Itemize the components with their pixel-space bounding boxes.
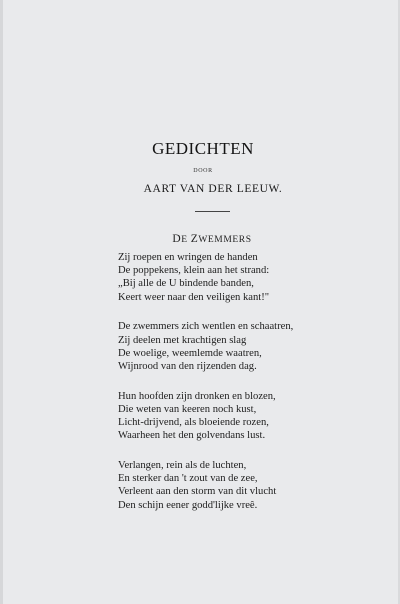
verse-line: Wijnrood van den rijzenden dag. <box>118 360 257 372</box>
poem-title-initial: D <box>172 233 182 245</box>
author-name: AART VAN DER LEEUW. <box>143 183 283 195</box>
stanza <box>118 320 398 373</box>
verse-line: Verlangen, rein als de luchten, <box>118 459 247 471</box>
poem-title-part-1: E <box>181 235 191 245</box>
verse-line: De poppekens, klein aan het strand: <box>118 265 270 277</box>
verse-line: Hun hoofden zijn dronken en blozen, <box>118 390 276 402</box>
section-divider <box>195 211 230 212</box>
verse-line: Keert weer naar den veiligen kant!" <box>118 291 270 303</box>
verse-line: Zij roepen en wringen de handen <box>118 252 258 263</box>
verse-line: Licht-drijvend, als bloeiende rozen, <box>118 417 269 429</box>
verse-line: „Bij alle de U bindende banden, <box>118 278 254 290</box>
verse-line: En sterker dan 't zout van de zee, <box>118 473 258 485</box>
poem-title-initial-2: Z <box>190 233 199 245</box>
verse-line: Waarheen het den golvendans lust. <box>118 430 266 442</box>
poem-title-part-2: WEMMERS <box>198 235 252 245</box>
verse-line: De zwemmers zich wentlen en schaatren, <box>118 321 294 333</box>
stanza <box>118 390 398 443</box>
byline-door: DOOR <box>193 168 213 174</box>
verse-line: Die weten van keeren noch kust, <box>118 403 257 415</box>
stanza <box>118 459 398 512</box>
verse-line: Den schijn eener godd'lijke vreê. <box>118 499 258 511</box>
collection-title: GEDICHTEN <box>152 139 254 158</box>
verse-line: De woelige, weemlemde waatren, <box>118 347 262 359</box>
stanza <box>118 251 398 304</box>
poem-title <box>3 233 400 245</box>
verse-line: Zij deelen met krachtigen slag <box>118 334 247 346</box>
poem-body <box>118 251 398 528</box>
verse-line: Verleent aan den storm van dit vlucht <box>118 486 277 498</box>
